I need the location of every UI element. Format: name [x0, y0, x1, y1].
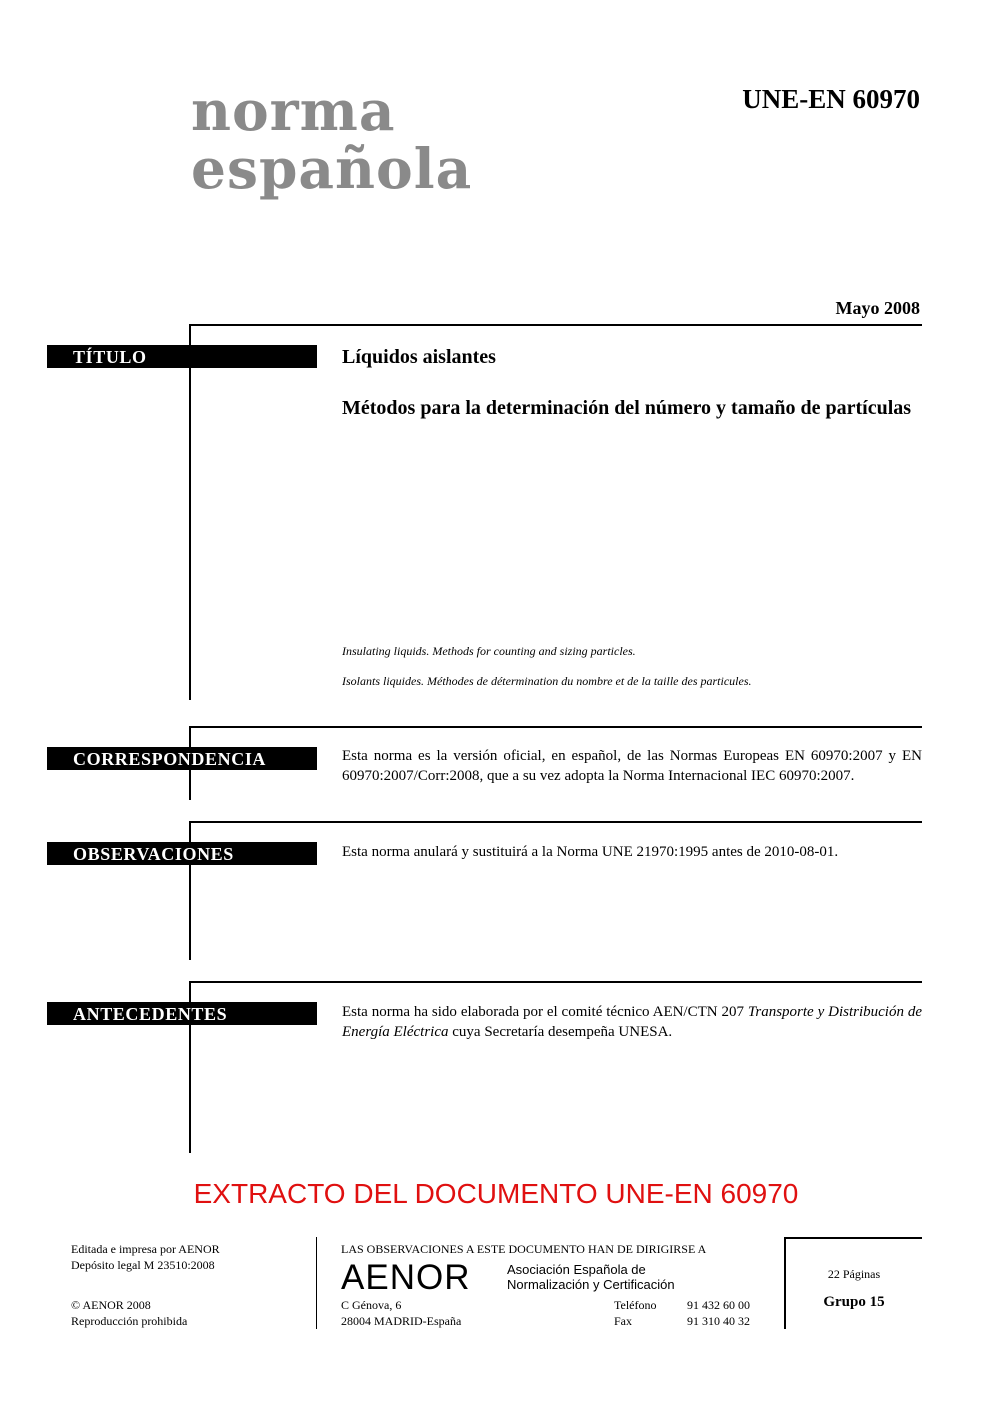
phone-label: Teléfono [614, 1298, 657, 1312]
correspondencia-text: Esta norma es la versión oficial, en español, de las Normas Europeas EN 60970:2007 y EN 60970:2007/Corr:2008, que a su vez adopta la Norma Internacional IEC 60970:2007. [342, 748, 922, 784]
aenor-logo: AENOR [341, 1258, 471, 1297]
phone-number: 91 432 60 00 [687, 1298, 750, 1312]
section-divider-titulo [189, 324, 922, 326]
footer-copyright: © AENOR 2008 [71, 1298, 151, 1312]
section-label-observaciones: OBSERVACIONES [47, 842, 317, 865]
footer-divider-right [784, 1237, 786, 1329]
document-subtitle: Métodos para la determinación del número y tamaño de partículas [342, 397, 912, 419]
fax-label: Fax [614, 1314, 632, 1328]
footer-left-top [71, 1241, 220, 1273]
page-count: 22 Páginas [827, 1267, 881, 1281]
section-label-antecedentes: ANTECEDENTES [47, 1002, 317, 1025]
footer-street: C Génova, 6 [341, 1298, 402, 1312]
section-divider-correspondencia [189, 726, 922, 728]
assoc-line-1: Asociación Española de [507, 1262, 646, 1277]
footer-left-bottom [71, 1297, 187, 1329]
brand-line-1: norma [191, 78, 396, 143]
footer-address [341, 1297, 461, 1329]
observaciones-text: Esta norma anulará y sustituirá a la Norma UNE 21970:1995 antes de 2010-08-01. [342, 844, 839, 860]
price-group: Grupo 15 [823, 1294, 885, 1310]
footer-reproduction: Reproducción prohibida [71, 1314, 188, 1328]
footer-city: 28004 MADRID-España [341, 1314, 462, 1328]
antecedentes-text [342, 1002, 922, 1042]
title-french: Isolants liquides. Méthodes de détermination du nombre et de la taille des particules. [342, 674, 752, 688]
antecedentes-text-part-2: cuya Secretaría desempeña UNESA. [448, 1024, 673, 1040]
section-divider-antecedentes [189, 981, 922, 983]
assoc-line-2: Normalización y Certificación [507, 1277, 675, 1292]
title-english: Insulating liquids. Methods for counting and sizing particles. [342, 644, 636, 658]
fax-number: 91 310 40 32 [687, 1314, 750, 1328]
brand-title [191, 78, 473, 201]
section-rule-titulo [189, 324, 191, 700]
standard-code: UNE-EN 60970 [742, 84, 920, 114]
brand-line-2: española [191, 136, 473, 201]
footer-notice: LAS OBSERVACIONES A ESTE DOCUMENTO HAN DE DIRIGIRSE A [341, 1242, 707, 1256]
extract-notice: EXTRACTO DEL DOCUMENTO UNE-EN 60970 [193, 1178, 799, 1209]
section-divider-observaciones [189, 821, 922, 823]
antecedentes-text-part-1: Esta norma ha sido elaborada por el comité técnico AEN/CTN 207 [342, 1004, 748, 1020]
footer-divider-top [784, 1237, 922, 1239]
antecedentes-committee-name: Transporte y Distribución de Energía Eléctrica [342, 1004, 922, 1040]
aenor-association-name [507, 1262, 675, 1292]
footer-deposit: Depósito legal M 23510:2008 [71, 1258, 215, 1272]
section-label-correspondencia: CORRESPONDENCIA [47, 747, 317, 770]
section-label-titulo: TÍTULO [47, 345, 317, 368]
footer-contact-values [687, 1297, 750, 1329]
footer-divider-left [316, 1237, 317, 1329]
document-title: Líquidos aislantes [342, 346, 496, 368]
footer-contact-labels [614, 1297, 656, 1329]
footer-edited: Editada e impresa por AENOR [71, 1242, 220, 1256]
publication-date: Mayo 2008 [835, 298, 920, 318]
